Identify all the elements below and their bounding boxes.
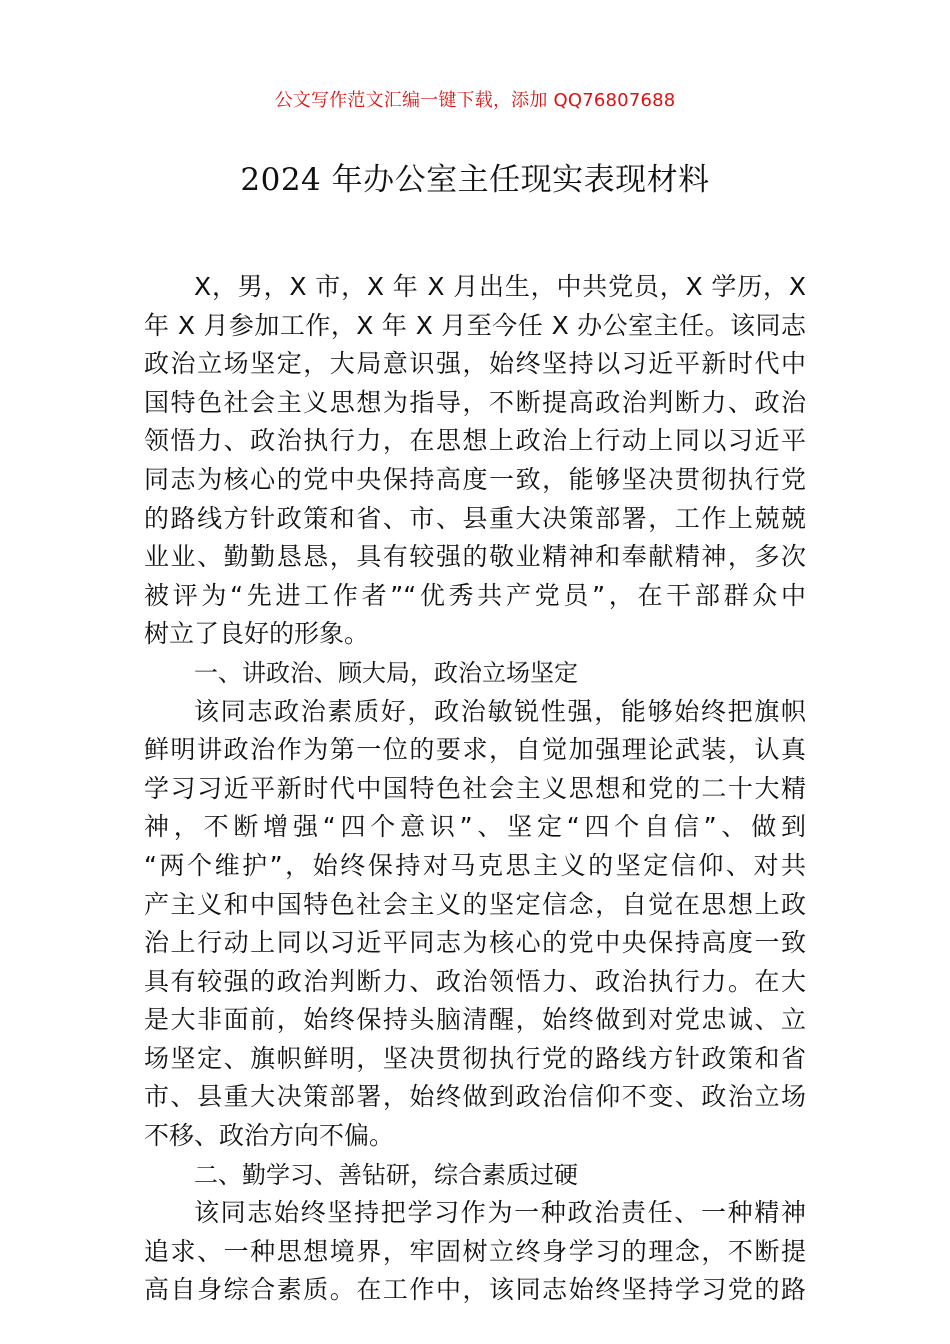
text-line: 具有较强的政治判断力、政治领悟力、政治执行力。在大	[144, 966, 806, 996]
paragraph-political	[144, 693, 806, 1156]
text-line: 国特色社会主义思想为指导，不断提高政治判断力、政治	[144, 387, 806, 417]
paragraph-intro	[144, 268, 806, 654]
text-line: 场坚定、旗帜鲜明，坚决贯彻执行党的路线方针政策和省	[144, 1043, 806, 1073]
text-line: 的路线方针政策和省、市、县重大决策部署，工作上兢兢	[144, 503, 806, 533]
text-line: 产主义和中国特色社会主义的坚定信念，自觉在思想上政	[144, 889, 806, 919]
text-line: 高自身综合素质。在工作中，该同志始终坚持学习党的路	[144, 1275, 806, 1305]
text-line: 政治立场坚定，大局意识强，始终坚持以习近平新时代中	[144, 349, 806, 379]
text-line: 该同志政治素质好，政治敏锐性强，能够始终把旗帜	[194, 696, 806, 726]
text-line: X，男，X 市，X 年 X 月出生，中共党员，X 学历，X	[194, 272, 806, 301]
document-title: 2024 年办公室主任现实表现材料	[240, 162, 710, 198]
text-line: 业业、勤勤恳恳，具有较强的敬业精神和奉献精神，多次	[144, 542, 806, 572]
text-line: 追求、一种思想境界，牢固树立终身学习的理念，不断提	[144, 1236, 806, 1266]
text-line: 市、县重大决策部署，始终做到政治信仰不变、政治立场	[144, 1082, 806, 1112]
section-heading-2: 二、勤学习、善钻研，综合素质过硬	[194, 1160, 578, 1189]
text-line: 是大非面前，始终保持头脑清醒，始终做到对党忠诚、立	[144, 1005, 806, 1035]
paragraph-study	[144, 1194, 806, 1310]
text-line: 树立了良好的形象。	[144, 619, 370, 649]
text-line: 神，不断增强“四个意识”、坚定“四个自信”、做到	[144, 812, 806, 842]
text-line: 治上行动上同以习近平同志为核心的党中央保持高度一致	[144, 928, 806, 958]
text-line: 鲜明讲政治作为第一位的要求，自觉加强理论武装，认真	[144, 735, 806, 765]
text-line: 学习习近平新时代中国特色社会主义思想和党的二十大精	[144, 773, 806, 803]
download-notice: 公文写作范文汇编一键下载，添加 QQ76807688	[274, 90, 676, 111]
text-line: “两个维护”，始终保持对马克思主义的坚定信仰、对共	[144, 850, 806, 880]
text-line: 该同志始终坚持把学习作为一种政治责任、一种精神	[194, 1198, 806, 1228]
section-heading-1: 一、讲政治、顾大局，政治立场坚定	[194, 658, 578, 687]
text-line: 被评为“先进工作者”“优秀共产党员”，在干部群众中	[144, 580, 806, 610]
text-line: 领悟力、政治执行力，在思想上政治上行动上同以习近平	[144, 426, 806, 456]
document-body	[144, 268, 806, 1310]
text-line: 同志为核心的党中央保持高度一致，能够坚决贯彻执行党	[144, 464, 806, 494]
text-line: 不移、政治方向不偏。	[144, 1121, 395, 1151]
text-line: 年 X 月参加工作，X 年 X 月至今任 X 办公室主任。该同志	[144, 310, 806, 340]
